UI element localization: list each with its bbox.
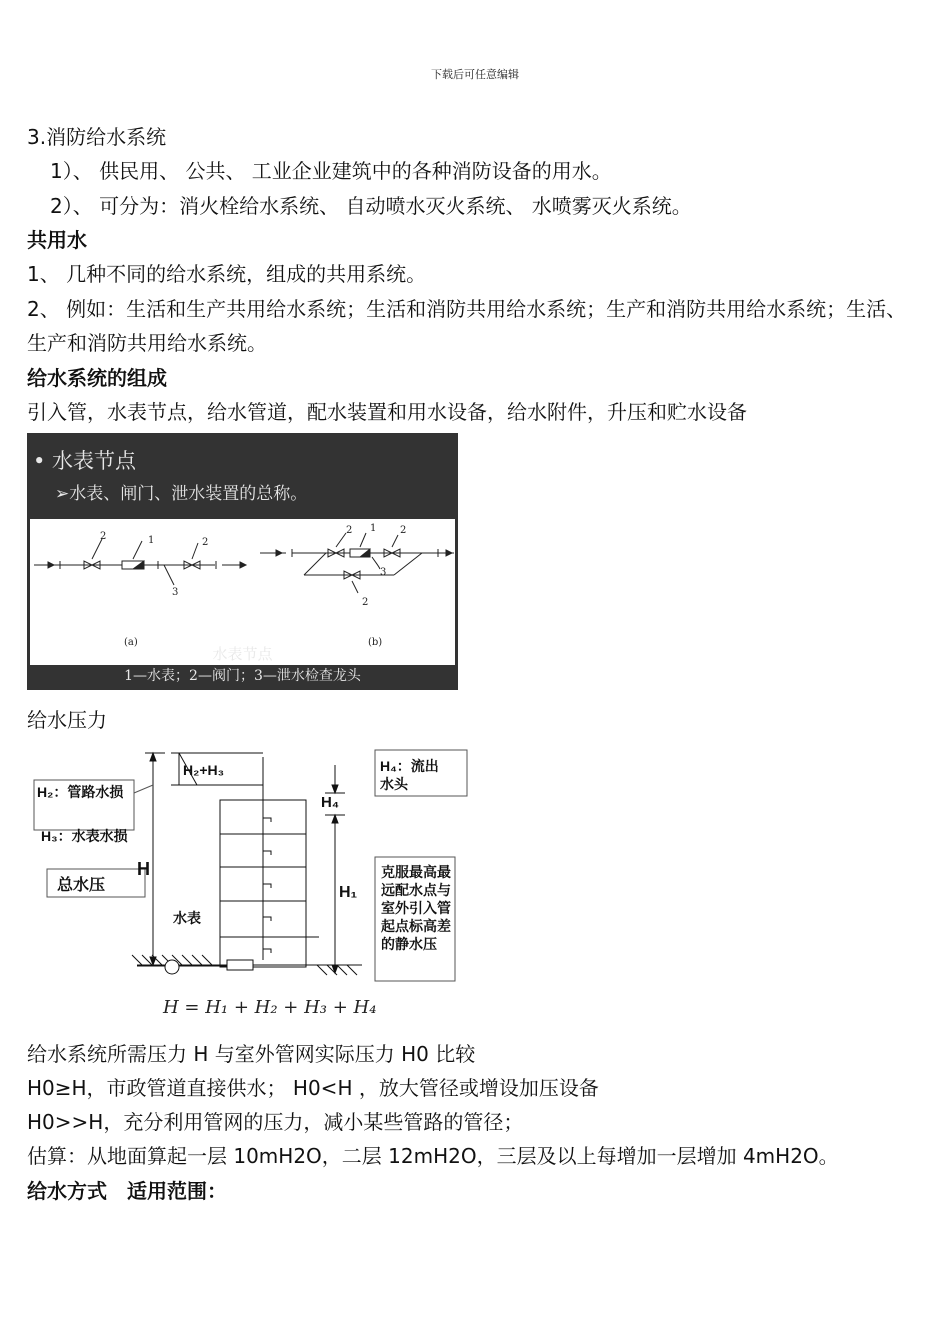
h1-label: H₁ [339, 884, 358, 901]
body-p3: H0>>H，充分利用管网的压力，减小某些管路的管径； [27, 1110, 524, 1134]
figure-caption: 水表节点 [212, 645, 273, 663]
h3-text: H₃：水表水损 [41, 828, 128, 844]
supply-mode-heading: 给水方式 适用范围： [27, 1179, 227, 1203]
body-p1: 给水系统所需压力 H 与室外管网实际压力 H0 比较 [27, 1042, 476, 1066]
pressure-heading: 给水压力 [27, 708, 107, 732]
pressure-diagram [27, 745, 477, 1025]
components-heading: 给水系统的组成 [27, 366, 167, 390]
label-3: 3 [380, 567, 387, 578]
pipe-junction [165, 960, 179, 974]
h2h3-label: H₂+H₃ [183, 762, 225, 778]
pressure-diagram-svg [27, 745, 477, 1025]
figure-legend: 1—水表；2—阀门；3—泄水检查龙头 [124, 668, 361, 684]
label-2: 2 [202, 537, 209, 548]
label-2: 2 [400, 525, 407, 536]
figure-bullet-title: • 水表节点 [33, 449, 137, 473]
meter-node-figure [27, 433, 458, 690]
pressure-formula: H = H₁ + H₂ + H₃ + H₄ [163, 997, 377, 1018]
fire-title: 3.消防给水系统 [27, 125, 167, 149]
components-text: 引入管，水表节点，给水管道，配水装置和用水设备，给水附件，升压和贮水设备 [27, 400, 747, 424]
figure-subtitle: ➢水表、闸门、泄水装置的总称。 [55, 484, 308, 504]
total-pressure-label: 总水压 [57, 877, 106, 894]
label-1: 1 [148, 535, 155, 546]
meter-label: 水表 [173, 910, 201, 926]
label-2: 2 [346, 525, 353, 536]
h4-label: H₄ [321, 794, 339, 811]
label-b: (b) [368, 637, 383, 648]
fire-item-1: 1）、 供民用、 公共、 工业企业建筑中的各种消防设备的用水。 [50, 159, 612, 183]
label-3: 3 [172, 587, 179, 598]
h1-desc: 克服最高最远配水点与室外引入管起点标高差的静水压 [381, 864, 451, 952]
h-label: H [137, 859, 150, 879]
label-2: 2 [100, 531, 107, 542]
fire-item-2: 2）、 可分为：消火栓给水系统、 自动喷水灭火系统、 水喷雾灭火系统。 [50, 194, 692, 218]
label-2: 2 [362, 597, 369, 608]
meter-icon [227, 960, 253, 970]
label-1: 1 [370, 523, 377, 534]
body-p4: 估算：从地面算起一层 10mH2O，二层 12mH2O，三层及以上每增加一层增加 4mH2O。 [27, 1144, 839, 1168]
h2-text: H₂：管路水损 [37, 784, 124, 800]
page-header: 下载后可任意编辑 [431, 68, 519, 81]
shared-heading: 共用水 [27, 228, 87, 252]
h4-callout-text: H₄：流出水头 [380, 758, 439, 792]
shared-item-2: 2、 例如：生活和生产共用给水系统；生活和消防共用给水系统；生产和消防共用给水系统；生活、 生产和消防共用给水系统。 [27, 297, 907, 355]
body-p2: H0≥H，市政管道直接供水； H0<H ，放大管径或增设加压设备 [27, 1076, 599, 1100]
label-a: (a) [124, 637, 138, 648]
arrow-icon [48, 562, 54, 568]
shared-item-1: 1、 几种不同的给水系统，组成的共用系统。 [27, 262, 427, 286]
